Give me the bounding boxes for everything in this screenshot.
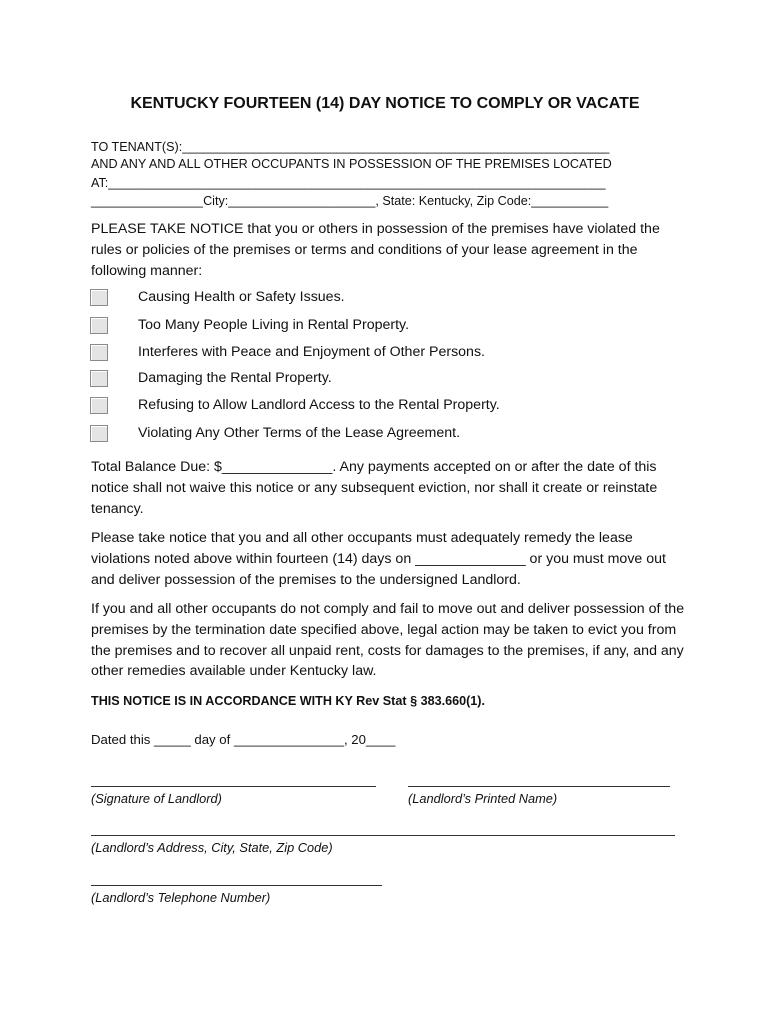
tenant-line: TO TENANT(S):_____________________________________________________________ [91,140,610,154]
occupants-line: AND ANY AND ALL OTHER OCCUPANTS IN POSSESSION OF THE PREMISES LOCATED [91,157,612,171]
violation-label: Damaging the Rental Property. [138,370,332,386]
signature-caption: (Signature of Landlord) [91,791,222,806]
violation-item [90,423,460,443]
violation-item [90,368,332,388]
printed-name-caption: (Landlord’s Printed Name) [408,791,558,806]
phone-caption: (Landlord’s Telephone Number) [91,890,271,905]
violation-label: Too Many People Living in Rental Property. [138,317,410,333]
legal-action-paragraph: If you and all other occupants do not comply and fail to move out and deliver possession of the premises by the termination date specified above, legal action may be taken to evict you from the premises and to recover all unpaid rent, costs for damages to the premises, if any, and any other remedies available under Kentucky law. [91,601,685,680]
violation-label: Violating Any Other Terms of the Lease Agreement. [138,425,461,441]
violation-label: Causing Health or Safety Issues. [138,289,345,305]
violation-item [90,395,500,415]
landlord-phone-line[interactable] [91,885,382,886]
city-state-zip-line: ________________City:_____________________, State: Kentucky, Zip Code:___________ [91,194,609,208]
violation-checkbox[interactable] [90,344,108,361]
violation-checkbox[interactable] [90,317,108,334]
remedy-paragraph: Please take notice that you and all other occupants must adequately remedy the lease violations noted above within fourteen (14) days on ______________ or you must move out and deliver possession of the premises to the undersigned Landlord. [91,530,666,588]
violation-item [90,315,409,335]
landlord-address-line[interactable] [91,835,675,836]
violation-checkbox[interactable] [90,397,108,414]
address-at-line: AT:_______________________________________________________________________ [91,176,606,190]
document-title: KENTUCKY FOURTEEN (14) DAY NOTICE TO COMPLY OR VACATE [130,95,640,112]
balance-paragraph: Total Balance Due: $______________. Any payments accepted on or after the date of this notice shall not waive this notice or any subsequent eviction, nor shall it create or reinstate tenancy. [91,459,658,517]
address-caption: (Landlord’s Address, City, State, Zip Code) [91,840,333,855]
violation-item [90,287,345,307]
violation-item [90,342,485,362]
violation-label: Interferes with Peace and Enjoyment of Other Persons. [138,344,485,360]
violation-checkbox[interactable] [90,289,108,306]
violation-checkbox[interactable] [90,425,108,442]
intro-paragraph: PLEASE TAKE NOTICE that you or others in possession of the premises have violated the rules or policies of the premises or terms and conditions of your lease agreement in the following manner: [91,221,660,279]
landlord-signature-line[interactable] [91,786,376,787]
statute-notice: THIS NOTICE IS IN ACCORDANCE WITH KY Rev Stat § 383.660(1). [91,694,485,708]
violation-label: Refusing to Allow Landlord Access to the Rental Property. [138,397,500,413]
violation-checkbox[interactable] [90,370,108,387]
dated-line: Dated this _____ day of _______________, 20____ [91,732,396,747]
landlord-printed-name-line[interactable] [408,786,670,787]
